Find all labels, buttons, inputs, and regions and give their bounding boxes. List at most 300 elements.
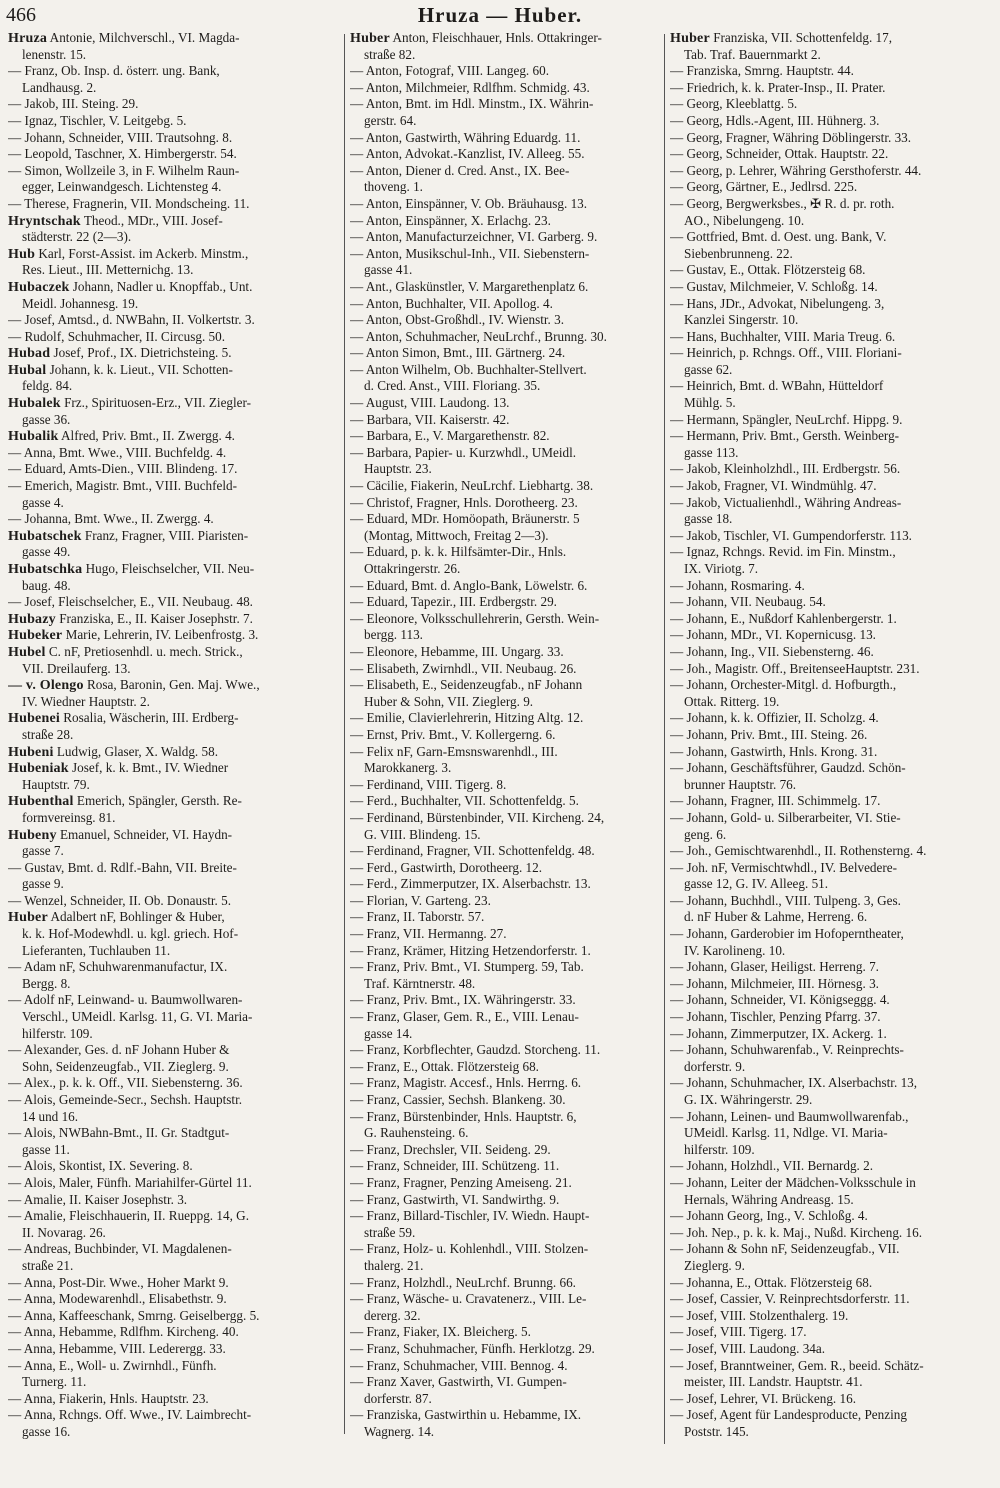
directory-line: — Florian, V. Garteng. 23. bbox=[350, 892, 491, 908]
directory-line: — Eduard, MDr. Homöopath, Bräunerstr. 5 bbox=[350, 511, 580, 527]
directory-line: AO., Nibelungeng. 10. bbox=[684, 212, 805, 228]
directory-line: — Franz, Glaser, Gem. R., E., VIII. Lenau- bbox=[350, 1009, 579, 1025]
entry-surname: Hubaczek bbox=[8, 279, 70, 295]
directory-line: — Johann, Tischler, Penzing Pfarrg. 37. bbox=[670, 1009, 881, 1025]
directory-line: — Johann, Leiter der Mädchen-Volksschule in bbox=[670, 1174, 916, 1190]
directory-line: Meidl. Johannesg. 19. bbox=[22, 295, 139, 311]
directory-line: lenenstr. 15. bbox=[22, 46, 87, 62]
directory-line: gasse 9. bbox=[22, 876, 64, 892]
directory-line: Ottakringerstr. 26. bbox=[364, 561, 461, 576]
directory-line: — Anton, Diener d. Cred. Anst., IX. Bee- bbox=[350, 162, 570, 178]
directory-line: Huber & Sohn, VII. Zieglerg. 9. bbox=[364, 693, 534, 709]
directory-line: — Anton, Milchmeier, Rdlfhm. Schmidg. 43. bbox=[350, 79, 590, 95]
directory-line: — Cäcilie, Fiakerin, NeuLrchf. Liebhartg. 38. bbox=[350, 478, 594, 494]
directory-line: — Hermann, Spängler, NeuLrchf. Hippg. 9. bbox=[670, 411, 903, 427]
directory-line bbox=[8, 710, 342, 727]
directory-line bbox=[670, 30, 996, 47]
directory-line: — Anna, Kaffeeschank, Smrng. Geiselbergg. 5. bbox=[8, 1307, 260, 1323]
directory-line: meister, III. Landstr. Hauptstr. 41. bbox=[684, 1374, 863, 1390]
directory-line: gasse 4. bbox=[22, 494, 64, 510]
directory-line: — Franz, Holzhdl., NeuLrchf. Brunng. 66. bbox=[350, 1274, 576, 1290]
directory-line: Hernals, Währing Andreasg. 15. bbox=[684, 1191, 854, 1207]
directory-line: städterstr. 22 (2—3). bbox=[22, 229, 132, 245]
directory-line: — Anton Wilhelm, Ob. Buchhalter-Stellvert. bbox=[350, 361, 587, 377]
directory-line: — Johann & Sohn nF, Seidenzeugfab., VII. bbox=[670, 1241, 900, 1257]
directory-line: — Franziska, Smrng. Hauptstr. 44. bbox=[670, 63, 854, 79]
directory-line: — Josef, VIII. Tigerg. 17. bbox=[670, 1324, 807, 1340]
directory-line: — Anton, Buchhalter, VII. Apollog. 4. bbox=[350, 295, 553, 311]
directory-line: Ottak. Ritterg. 19. bbox=[684, 693, 780, 709]
directory-line: — Alois, Gemeinde-Secr., Sechsh. Hauptstr. bbox=[8, 1092, 243, 1107]
directory-line: feldg. 84. bbox=[22, 378, 73, 394]
directory-line: — Johann, Gold- u. Silberarbeiter, VI. Stie- bbox=[670, 809, 901, 825]
directory-line: — Ferdinand, VIII. Tigerg. 8. bbox=[350, 776, 507, 792]
directory-line: — Franz, Schuhmacher, Fünfh. Herklotzg. 29. bbox=[350, 1340, 595, 1356]
directory-line: Hauptstr. 23. bbox=[364, 461, 432, 477]
directory-line bbox=[8, 627, 342, 644]
directory-line: straße 82. bbox=[364, 46, 416, 62]
entry-text: Frz., Spirituosen-Erz., VII. Ziegler- bbox=[60, 395, 252, 411]
directory-line: hilferstr. 109. bbox=[684, 1141, 755, 1157]
directory-line: — Anna, Rchngs. Off. Wwe., IV. Laimbrecht- bbox=[8, 1407, 252, 1423]
directory-column-3 bbox=[670, 30, 996, 1440]
directory-line: — Josef, Fleischselcher, E., VII. Neubaug. 48. bbox=[8, 594, 253, 610]
directory-line: — Johann Georg, Ing., V. Schloßg. 4. bbox=[670, 1208, 868, 1224]
directory-line: — Friedrich, k. k. Prater-Insp., II. Prater. bbox=[670, 79, 886, 95]
directory-line: — Emilie, Clavierlehrerin, Hitzing Altg. 12. bbox=[350, 710, 584, 726]
entry-surname: Hubenthal bbox=[8, 794, 74, 810]
directory-line: — Emerich, Magistr. Bmt., VIII. Buchfeld- bbox=[8, 478, 238, 494]
entry-text: Johann, k. k. Lieut., VII. Schotten- bbox=[46, 361, 233, 377]
directory-line: Zieglerg. 9. bbox=[684, 1257, 745, 1273]
directory-line: Lieferanten, Tuchlauben 11. bbox=[22, 942, 171, 958]
directory-line: — Johann, VII. Neubaug. 54. bbox=[670, 594, 826, 610]
entry-text: Josef, Prof., IX. Dietrichsteing. 5. bbox=[50, 345, 232, 361]
directory-line bbox=[8, 213, 342, 230]
directory-line: Turnerg. 11. bbox=[22, 1374, 87, 1390]
entry-surname: Hubalik bbox=[8, 429, 59, 445]
directory-line: — Rudolf, Schuhmacher, II. Circusg. 50. bbox=[8, 328, 226, 344]
directory-line: — Johann, Orchester-Mitgl. d. Hofburgth., bbox=[670, 677, 897, 693]
directory-line: — Franz, Gastwirth, VI. Sandwirthg. 9. bbox=[350, 1191, 560, 1207]
directory-line: — Adam nF, Schuhwarenmanufactur, IX. bbox=[8, 959, 228, 975]
directory-line: — Hans, Buchhalter, VIII. Maria Treug. 6. bbox=[670, 328, 896, 344]
directory-line: — Joh. nF, Vermischtwhdl., IV. Belvedere- bbox=[670, 859, 898, 875]
entry-surname: Huber bbox=[350, 31, 390, 46]
entry-text: Ludwig, Glaser, X. Waldg. 58. bbox=[53, 743, 219, 759]
directory-line: — Ant., Glaskünstler, V. Margarethenplatz 6. bbox=[350, 278, 589, 294]
directory-line bbox=[8, 561, 342, 578]
directory-line: — Anna, E., Woll- u. Zwirnhdl., Fünfh. bbox=[8, 1357, 217, 1373]
directory-line: Traf. Kärntnerstr. 48. bbox=[364, 975, 476, 991]
entry-text: Franziska, VII. Schottenfeldg. 17, bbox=[709, 30, 893, 45]
directory-line: — August, VIII. Laudong. 13. bbox=[350, 395, 510, 411]
directory-line: — Johann, Ing., VII. Siebensterng. 46. bbox=[670, 643, 874, 659]
directory-line: — Anna, Hebamme, VIII. Lederergg. 33. bbox=[8, 1340, 226, 1356]
directory-line: — Franz, Billard-Tischler, IV. Wiedn. Haupt- bbox=[350, 1208, 590, 1224]
directory-line: Bergg. 8. bbox=[22, 975, 71, 991]
directory-line: — Josef, Branntweiner, Gem. R., beeid. Schätz- bbox=[670, 1357, 924, 1373]
directory-line: — Anton, Einspänner, X. Erlachg. 23. bbox=[350, 212, 551, 228]
directory-line: — Anton Simon, Bmt., III. Gärtnerg. 24. bbox=[350, 345, 566, 361]
directory-line: dorferstr. 9. bbox=[684, 1058, 746, 1074]
directory-line: — Johann, Glaser, Heiligst. Herreng. 7. bbox=[670, 959, 879, 975]
directory-line bbox=[8, 345, 342, 362]
directory-line: Landhausg. 2. bbox=[22, 79, 97, 95]
directory-line bbox=[8, 528, 342, 545]
directory-line: gerstr. 64. bbox=[364, 112, 417, 128]
directory-line: — Johanna, Bmt. Wwe., II. Zwergg. 4. bbox=[8, 511, 214, 527]
directory-line: gasse 14. bbox=[364, 1025, 413, 1041]
directory-line: — Eduard, p. k. k. Hilfsämter-Dir., Hnls. bbox=[350, 544, 567, 560]
directory-line: hilferstr. 109. bbox=[22, 1025, 93, 1041]
directory-line: gasse 113. bbox=[684, 444, 739, 460]
directory-line: Verschl., UMeidl. Karlsg. 11, G. VI. Maria- bbox=[22, 1009, 253, 1025]
directory-line: — Franz Xaver, Gastwirth, VI. Gumpen- bbox=[350, 1374, 567, 1390]
entry-surname: Hubeniak bbox=[8, 761, 69, 777]
directory-line: — Anna, Modewarenhdl., Elisabethstr. 9. bbox=[8, 1291, 227, 1307]
directory-line bbox=[8, 677, 342, 694]
directory-line bbox=[8, 246, 342, 263]
directory-line: formvereinsg. 81. bbox=[22, 809, 116, 825]
directory-line: — Franz, Korbflechter, Gaudzd. Storcheng. 11. bbox=[350, 1042, 601, 1058]
directory-line: — Franz, Krämer, Hitzing Hetzendorferstr. 1. bbox=[350, 942, 591, 958]
directory-line: Kanzlei Singerstr. 10. bbox=[684, 312, 799, 328]
directory-line: Sohn, Seidenzeugfab., VII. Zieglerg. 9. bbox=[22, 1058, 229, 1074]
directory-line bbox=[8, 362, 342, 379]
directory-line: — Anna, Post-Dir. Wwe., Hoher Markt 9. bbox=[8, 1274, 229, 1290]
directory-line: Mühlg. 5. bbox=[684, 395, 736, 411]
directory-line: — Amalie, II. Kaiser Josephstr. 3. bbox=[8, 1191, 188, 1207]
directory-line: — Anton, Manufacturzeichner, VI. Garberg. 9. bbox=[350, 229, 598, 245]
directory-line: — Anna, Hebamme, Rdlfhm. Kircheng. 40. bbox=[8, 1324, 239, 1340]
directory-line: — Felix nF, Garn-Emsnswarenhdl., III. bbox=[350, 743, 558, 759]
directory-line bbox=[350, 30, 660, 47]
directory-line: — Anton, Schuhmacher, NeuLrchf., Brunng. 30. bbox=[350, 328, 607, 344]
directory-line: — Eleonore, Hebamme, III. Ungarg. 33. bbox=[350, 643, 564, 659]
directory-line bbox=[8, 428, 342, 445]
directory-line: — Johann, Leinen- und Baumwollwarenfab., bbox=[670, 1108, 909, 1124]
directory-line bbox=[8, 827, 342, 844]
directory-line: — Gustav, Milchmeier, V. Schloßg. 14. bbox=[670, 278, 878, 294]
directory-line bbox=[8, 744, 342, 761]
directory-line: — Hans, JDr., Advokat, Nibelungeng. 3, bbox=[670, 295, 885, 311]
directory-line: k. k. Hof-Modewhdl. u. kgl. griech. Hof- bbox=[22, 926, 239, 942]
directory-line: — Jakob, Fragner, VI. Windmühlg. 47. bbox=[670, 478, 877, 494]
directory-line: — Eduard, Amts-Dien., VIII. Blindeng. 17. bbox=[8, 461, 238, 477]
directory-line: — Elisabeth, E., Seidenzeugfab., nF Johann bbox=[350, 677, 583, 693]
directory-line: thalerg. 21. bbox=[364, 1257, 424, 1273]
directory-line: — Alois, NWBahn-Bmt., II. Gr. Stadtgut- bbox=[8, 1125, 230, 1141]
directory-line: d. nF Huber & Lahme, Herreng. 6. bbox=[684, 909, 868, 925]
directory-line: — Georg, Gärtner, E., Jedlrsd. 225. bbox=[670, 179, 858, 195]
entry-text: C. nF, Pretiosenhdl. u. mech. Strick., bbox=[45, 643, 243, 659]
directory-line: — Gustav, Bmt. d. Rdlf.-Bahn, VII. Breite- bbox=[8, 859, 237, 875]
directory-line: — Heinrich, p. Rchngs. Off., VIII. Floriani- bbox=[670, 345, 902, 361]
directory-line: — Josef, Lehrer, VI. Brückeng. 16. bbox=[670, 1390, 857, 1406]
directory-line: — Ferd., Gastwirth, Dorotheerg. 12. bbox=[350, 859, 543, 875]
directory-line: — Gottfried, Bmt. d. Oest. ung. Bank, V. bbox=[670, 229, 887, 245]
entry-surname: Hub bbox=[8, 246, 36, 262]
directory-line: — Franz, Priv. Bmt., IX. Währingerstr. 33. bbox=[350, 992, 576, 1008]
directory-line: — Ignaz, Tischler, V. Leitgebg. 5. bbox=[8, 112, 187, 128]
directory-line: — Anton, Advokat.-Kanzlist, IV. Alleeg. 55. bbox=[350, 146, 585, 162]
directory-line: straße 28. bbox=[22, 726, 74, 742]
directory-line: IV. Wiedner Hauptstr. 2. bbox=[22, 693, 150, 709]
directory-line: VII. Dreilauferg. 13. bbox=[22, 660, 131, 676]
directory-line: — Johann, Geschäftsführer, Gaudzd. Schön- bbox=[670, 760, 906, 776]
directory-line: — Eduard, Tapezir., III. Erdbergstr. 29. bbox=[350, 594, 557, 610]
directory-line bbox=[8, 611, 342, 628]
directory-line: G. VIII. Blindeng. 15. bbox=[364, 826, 481, 842]
directory-line: — Johann, Zimmerputzer, IX. Ackerg. 1. bbox=[670, 1025, 887, 1041]
directory-line bbox=[8, 644, 342, 661]
directory-line: — Franz, Priv. Bmt., VI. Stumperg. 59, Tab. bbox=[350, 959, 584, 975]
directory-line: — Alex., p. k. k. Off., VII. Siebensterng. 36. bbox=[8, 1075, 243, 1091]
directory-line: — Ernst, Priv. Bmt., V. Kollergerng. 6. bbox=[350, 726, 556, 742]
directory-line: dererg. 32. bbox=[364, 1307, 421, 1323]
directory-line: — Josef, VIII. Stolzenthalerg. 19. bbox=[670, 1307, 849, 1323]
entry-surname: Huber bbox=[8, 910, 48, 926]
directory-line: straße 21. bbox=[22, 1257, 74, 1273]
entry-text: Marie, Lehrerin, IV. Leibenfrostg. 3. bbox=[62, 627, 259, 643]
directory-line: — Andreas, Buchbinder, VI. Magdalenen- bbox=[8, 1241, 232, 1257]
directory-line: — Leopold, Taschner, X. Himbergerstr. 54. bbox=[8, 146, 237, 162]
directory-line: — Anton, Gastwirth, Währing Eduardg. 11. bbox=[350, 129, 581, 145]
directory-line: — Ferd., Zimmerputzer, IX. Alserbachstr. 13. bbox=[350, 876, 591, 892]
directory-line: — Barbara, Papier- u. Kurzwhdl., UMeidl. bbox=[350, 444, 577, 460]
directory-line: UMeidl. Karlsg. 11, Ndlge. VI. Maria- bbox=[684, 1125, 888, 1141]
directory-line: — Alexander, Ges. d. nF Johann Huber & bbox=[8, 1042, 230, 1058]
entry-surname: — v. Olengo bbox=[8, 678, 84, 694]
directory-line: II. Novarag. 26. bbox=[22, 1224, 106, 1240]
directory-line: — Johann, Schuhmacher, IX. Alserbachstr. 13, bbox=[670, 1075, 918, 1091]
directory-line: — Anton, Obst-Großhdl., IV. Wienstr. 3. bbox=[350, 312, 565, 328]
directory-line: — Eduard, Bmt. d. Anglo-Bank, Löwelstr. 6. bbox=[350, 577, 588, 593]
directory-line: d. Cred. Anst., VIII. Floriang. 35. bbox=[364, 378, 541, 394]
directory-line: — Georg, Schneider, Ottak. Hauptstr. 22. bbox=[670, 146, 889, 162]
directory-line: — Jakob, Tischler, VI. Gumpendorferstr. 113. bbox=[670, 527, 912, 543]
entry-surname: Hubeny bbox=[8, 827, 57, 843]
directory-line: Res. Lieut., III. Metternichg. 13. bbox=[22, 262, 194, 278]
directory-line: G. Rauhensteing. 6. bbox=[364, 1125, 469, 1141]
entry-surname: Hubenei bbox=[8, 711, 60, 727]
entry-text: Karl, Forst-Assist. im Ackerb. Minstm., bbox=[35, 245, 249, 261]
directory-line: — Johann, Buchhdl., VIII. Tulpeng. 3, Ges. bbox=[670, 892, 901, 908]
directory-line: — Ignaz, Rchngs. Revid. im Fin. Minstm., bbox=[670, 544, 896, 560]
directory-line: — Ferd., Buchhalter, VII. Schottenfeldg. 5. bbox=[350, 793, 579, 809]
directory-column-2 bbox=[350, 30, 660, 1440]
directory-line: — Josef, VIII. Laudong. 34a. bbox=[670, 1340, 826, 1356]
entry-text: Antonie, Milchverschl., VI. Magda- bbox=[47, 30, 240, 45]
entry-surname: Huber bbox=[670, 31, 710, 46]
directory-line: — Franz, E., Ottak. Flötzersteig 68. bbox=[350, 1058, 539, 1074]
entry-surname: Hubel bbox=[8, 644, 46, 660]
entry-text: Franziska, E., II. Kaiser Josephstr. 7. bbox=[55, 610, 253, 626]
entry-surname: Hubeker bbox=[8, 628, 63, 644]
directory-line: baug. 48. bbox=[22, 577, 71, 593]
directory-line bbox=[8, 760, 342, 777]
directory-line: gasse 49. bbox=[22, 544, 71, 560]
directory-line: — Johann, Schneider, VI. Königseggg. 4. bbox=[670, 992, 890, 1008]
directory-line: — Johann, Rosmaring. 4. bbox=[670, 577, 805, 593]
directory-line: — Jakob, Victualienhdl., Währing Andreas- bbox=[670, 494, 902, 510]
directory-line: — Johann, Garderobier im Hofoperntheater, bbox=[670, 926, 904, 942]
entry-surname: Hubazy bbox=[8, 611, 56, 627]
entry-surname: Hryntschak bbox=[8, 213, 81, 229]
page-title: Hruza — Huber. bbox=[417, 3, 583, 27]
directory-line: — Adolf nF, Leinwand- u. Baumwollwaren- bbox=[8, 992, 243, 1008]
entry-surname: Hruza bbox=[8, 31, 48, 46]
directory-line: — Georg, Kleeblattg. 5. bbox=[670, 96, 798, 112]
directory-line: Siebenbrunneng. 22. bbox=[684, 245, 793, 261]
directory-line: gasse 7. bbox=[22, 843, 64, 859]
directory-line: Wagnerg. 14. bbox=[364, 1423, 435, 1439]
directory-line: — Gustav, E., Ottak. Flötzersteig 68. bbox=[670, 262, 866, 278]
entry-text: Johann, Nadler u. Knopffab., Unt. bbox=[69, 278, 253, 294]
directory-line: — Josef, Amtsd., d. NWBahn, II. Volkertstr. 3. bbox=[8, 312, 255, 328]
directory-line: — Johann, Milchmeier, III. Hörnesg. 3. bbox=[670, 975, 879, 991]
directory-line: — Georg, p. Lehrer, Währing Gersthoferstr. 44. bbox=[670, 162, 922, 178]
entry-text: Emanuel, Schneider, VI. Haydn- bbox=[56, 826, 233, 842]
directory-line: thoveng. 1. bbox=[364, 179, 423, 195]
directory-line: — Franziska, Gastwirthin u. Hebamme, IX. bbox=[350, 1407, 582, 1423]
directory-line: — Josef, Agent für Landesproducte, Penzing bbox=[670, 1407, 907, 1423]
directory-line: — Eleonore, Volksschullehrerin, Gersth. Wein- bbox=[350, 610, 600, 626]
entry-text: Rosa, Baronin, Gen. Maj. Wwe., bbox=[83, 677, 260, 693]
directory-line: dorferstr. 87. bbox=[364, 1390, 432, 1406]
entry-surname: Hubatschka bbox=[8, 562, 83, 577]
column-divider bbox=[344, 34, 345, 1434]
directory-line: — Franz, Magistr. Accesf., Hnls. Herrng. 6. bbox=[350, 1075, 582, 1091]
directory-line: gasse 41. bbox=[364, 262, 413, 278]
column-divider bbox=[664, 34, 665, 1444]
directory-line: — Joh., Gemischtwarenhdl., II. Rothensterng. 4. bbox=[670, 843, 927, 859]
directory-line: G. IX. Währingerstr. 29. bbox=[684, 1092, 813, 1107]
directory-line: — Alois, Skontist, IX. Severing. 8. bbox=[8, 1158, 193, 1174]
directory-line: — Anna, Bmt. Wwe., VIII. Buchfeldg. 4. bbox=[8, 444, 227, 460]
directory-column-1 bbox=[8, 30, 342, 1440]
directory-line: — Johann, E., Nußdorf Kahlenbergerstr. 1. bbox=[670, 610, 897, 626]
directory-line: egger, Leinwandgesch. Lichtensteg 4. bbox=[22, 179, 222, 195]
entry-surname: Hubalek bbox=[8, 396, 61, 412]
directory-line: IX. Viriotg. 7. bbox=[684, 561, 759, 576]
directory-line: — Franz, Holz- u. Kohlenhdl., VIII. Stolzen- bbox=[350, 1241, 589, 1257]
entry-text: Josef, k. k. Bmt., IV. Wiedner bbox=[68, 760, 229, 776]
directory-line: — Franz, Schneider, III. Schützeng. 11. bbox=[350, 1158, 560, 1174]
directory-line: — Anton, Fotograf, VIII. Langeg. 60. bbox=[350, 63, 550, 79]
directory-line: Tab. Traf. Bauernmarkt 2. bbox=[684, 46, 821, 62]
directory-line: 14 und 16. bbox=[22, 1108, 79, 1124]
directory-line: — Anna, Fiakerin, Hnls. Hauptstr. 23. bbox=[8, 1390, 209, 1406]
entry-text: Theod., MDr., VIII. Josef- bbox=[80, 212, 223, 228]
entry-surname: Hubad bbox=[8, 346, 51, 362]
directory-line: Marokkanerg. 3. bbox=[364, 760, 452, 776]
directory-line: — Wenzel, Schneider, II. Ob. Donaustr. 5. bbox=[8, 892, 232, 908]
directory-line bbox=[8, 279, 342, 296]
directory-line: — Johann, Priv. Bmt., III. Steing. 26. bbox=[670, 726, 868, 742]
directory-line: — Franz, Bürstenbinder, Hnls. Hauptstr. 6, bbox=[350, 1108, 577, 1124]
directory-line: — Simon, Wollzeile 3, in F. Wilhelm Raun- bbox=[8, 162, 240, 178]
entry-text: Anton, Fleischhauer, Hnls. Ottakringer- bbox=[389, 30, 602, 45]
entry-text: Emerich, Spängler, Gersth. Re- bbox=[73, 793, 242, 809]
directory-line: — Johann, Gastwirth, Hnls. Krong. 31. bbox=[670, 743, 878, 759]
directory-line: bergg. 113. bbox=[364, 627, 423, 643]
directory-line: Hauptstr. 79. bbox=[22, 776, 90, 792]
directory-line: — Anton, Bmt. im Hdl. Minstm., IX. Währin- bbox=[350, 96, 594, 112]
directory-line: — Alois, Maler, Fünfh. Mariahilfer-Gürtel 11. bbox=[8, 1174, 252, 1190]
directory-line: — Jakob, Kleinholzhdl., III. Erdbergstr. 56. bbox=[670, 461, 901, 477]
directory-line: straße 59. bbox=[364, 1224, 416, 1240]
directory-line: — Johanna, E., Ottak. Flötzersteig 68. bbox=[670, 1274, 873, 1290]
directory-line: gasse 16. bbox=[22, 1423, 71, 1439]
directory-line: — Hermann, Priv. Bmt., Gersth. Weinberg- bbox=[670, 428, 900, 444]
directory-line bbox=[8, 793, 342, 810]
entry-text: Franz, Fragner, VIII. Piaristen- bbox=[81, 527, 249, 543]
directory-line: Poststr. 145. bbox=[684, 1423, 749, 1439]
directory-line: — Joh., Magistr. Off., BreitenseeHauptstr. 231. bbox=[670, 660, 920, 676]
directory-line: gasse 18. bbox=[684, 511, 733, 527]
directory-line: — Johann, Holzhdl., VII. Bernardg. 2. bbox=[670, 1158, 874, 1174]
directory-line: — Anton, Einspänner, V. Ob. Bräuhausg. 13. bbox=[350, 195, 588, 211]
directory-line: gasse 12, G. IV. Alleeg. 51. bbox=[684, 876, 829, 892]
directory-line: — Christof, Fragner, Hnls. Dorotheerg. 23. bbox=[350, 494, 578, 510]
directory-line: — Ferdinand, Fragner, VII. Schottenfeldg. 48. bbox=[350, 843, 595, 859]
directory-line: brunner Hauptstr. 76. bbox=[684, 776, 797, 792]
entry-surname: Hubal bbox=[8, 362, 47, 378]
directory-line: — Franz, Cassier, Sechsh. Blankeng. 30. bbox=[350, 1092, 566, 1107]
entry-surname: Hubeni bbox=[8, 744, 54, 760]
directory-line: — Georg, Bergwerksbes., ✠ R. d. pr. roth. bbox=[670, 195, 895, 211]
directory-line: — Barbara, E., V. Margarethenstr. 82. bbox=[350, 428, 550, 444]
directory-line: — Johann, MDr., VI. Kopernicusg. 13. bbox=[670, 627, 876, 643]
directory-line: geng. 6. bbox=[684, 826, 727, 842]
directory-line: — Johann, Fragner, III. Schimmelg. 17. bbox=[670, 793, 881, 809]
directory-line: — Franz, Ob. Insp. d. österr. ung. Bank, bbox=[8, 63, 220, 79]
directory-line: — Franz, II. Taborstr. 57. bbox=[350, 909, 485, 925]
directory-line bbox=[8, 909, 342, 926]
directory-line: — Therese, Fragnerin, VII. Mondscheing. 11. bbox=[8, 195, 250, 211]
entry-text: Rosalia, Wäscherin, III. Erdberg- bbox=[59, 710, 239, 726]
page-number: 466 bbox=[6, 4, 36, 26]
directory-line: — Franz, Drechsler, VII. Seideng. 29. bbox=[350, 1141, 551, 1157]
directory-line: — Joh. Nep., p. k. k. Maj., Nußd. Kircheng. 16. bbox=[670, 1224, 922, 1240]
directory-line: — Franz, Fragner, Penzing Ameiseng. 21. bbox=[350, 1174, 572, 1190]
directory-line: — Johann, Schneider, VIII. Trautsohng. 8. bbox=[8, 129, 233, 145]
directory-line: — Amalie, Fleischhauerin, II. Rueppg. 14, G. bbox=[8, 1208, 249, 1224]
entry-text: Hugo, Fleischselcher, VII. Neu- bbox=[82, 561, 255, 576]
directory-line bbox=[8, 395, 342, 412]
directory-line: — Johann, k. k. Offizier, II. Scholzg. 4. bbox=[670, 710, 879, 726]
directory-line: — Franz, Wäsche- u. Cravatenerz., VIII. Le- bbox=[350, 1291, 587, 1307]
directory-line: — Johann, Schuhwarenfab., V. Reinprechts- bbox=[670, 1042, 904, 1058]
entry-surname: Hubatschek bbox=[8, 528, 82, 544]
directory-line: — Franz, Fiaker, IX. Bleicherg. 5. bbox=[350, 1324, 531, 1340]
directory-line: IV. Karolineng. 10. bbox=[684, 942, 786, 958]
directory-line: — Franz, VII. Hermanng. 27. bbox=[350, 926, 507, 942]
directory-line: — Franz, Schuhmacher, VIII. Bennog. 4. bbox=[350, 1357, 568, 1373]
directory-line: — Jakob, III. Steing. 29. bbox=[8, 96, 139, 112]
directory-line: gasse 62. bbox=[684, 361, 733, 377]
directory-line bbox=[8, 30, 342, 47]
directory-line: — Elisabeth, Zwirnhdl., VII. Neubaug. 26. bbox=[350, 660, 577, 676]
directory-line: — Georg, Fragner, Währing Döblingerstr. 33. bbox=[670, 129, 912, 145]
directory-line: — Ferdinand, Bürstenbinder, VII. Kircheng. 24, bbox=[350, 809, 605, 825]
entry-text: Alfred, Priv. Bmt., II. Zwergg. 4. bbox=[58, 428, 235, 444]
entry-text: Adalbert nF, Bohlinger & Huber, bbox=[47, 909, 225, 925]
directory-line: — Georg, Hdls.-Agent, III. Hühnerg. 3. bbox=[670, 112, 880, 128]
directory-line: — Barbara, VII. Kaiserstr. 42. bbox=[350, 411, 510, 427]
